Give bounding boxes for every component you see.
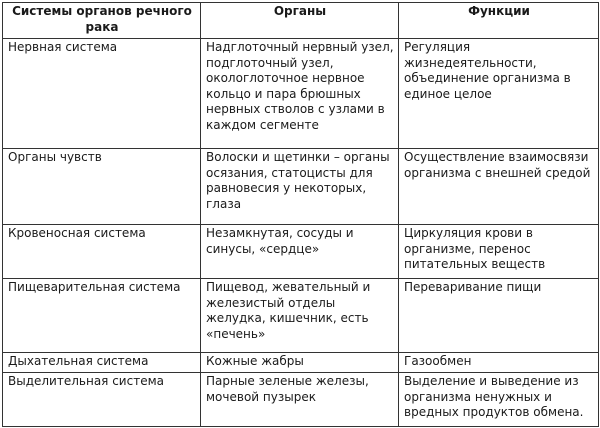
system-cell: Кровеносная система bbox=[3, 225, 201, 279]
functions-cell: Осуществление взаимосвязи организма с внешней средой bbox=[399, 149, 599, 225]
organs-cell: Кожные жабры bbox=[201, 353, 399, 373]
functions-cell: Регуляция жизнедеятельности, объединение организма в единое целое bbox=[399, 39, 599, 149]
header-functions: Функции bbox=[399, 3, 599, 39]
organs-cell: Надглоточный нервный узел, подглоточный узел, окологлоточное нервное кольцо и пара брюшных нервных стволов с узлами в каждом сегменте bbox=[201, 39, 399, 149]
table-row bbox=[3, 149, 599, 225]
table-header-row bbox=[3, 3, 599, 39]
header-systems: Системы органов речного рака bbox=[3, 3, 201, 39]
table-row bbox=[3, 39, 599, 149]
functions-cell: Циркуляция крови в организме, перенос питательных веществ bbox=[399, 225, 599, 279]
table-row bbox=[3, 353, 599, 373]
system-cell: Пищеварительная система bbox=[3, 279, 201, 353]
organs-cell: Незамкнутая, сосуды и синусы, «сердце» bbox=[201, 225, 399, 279]
functions-cell: Газообмен bbox=[399, 353, 599, 373]
table-row bbox=[3, 373, 599, 427]
system-cell: Органы чувств bbox=[3, 149, 201, 225]
table-row bbox=[3, 225, 599, 279]
header-organs: Органы bbox=[201, 3, 399, 39]
table-row bbox=[3, 279, 599, 353]
organs-cell: Парные зеленые железы, мочевой пузырек bbox=[201, 373, 399, 427]
organs-cell: Пищевод, жевательный и железистый отделы желудка, кишечник, есть «печень» bbox=[201, 279, 399, 353]
system-cell: Выделительная система bbox=[3, 373, 201, 427]
functions-cell: Выделение и выведение из организма ненужных и вредных продуктов обмена. bbox=[399, 373, 599, 427]
functions-cell: Переваривание пищи bbox=[399, 279, 599, 353]
organs-cell: Волоски и щетинки – органы осязания, статоцисты для равновесия у некоторых, глаза bbox=[201, 149, 399, 225]
organ-systems-table bbox=[2, 2, 599, 427]
system-cell: Дыхательная система bbox=[3, 353, 201, 373]
system-cell: Нервная система bbox=[3, 39, 201, 149]
